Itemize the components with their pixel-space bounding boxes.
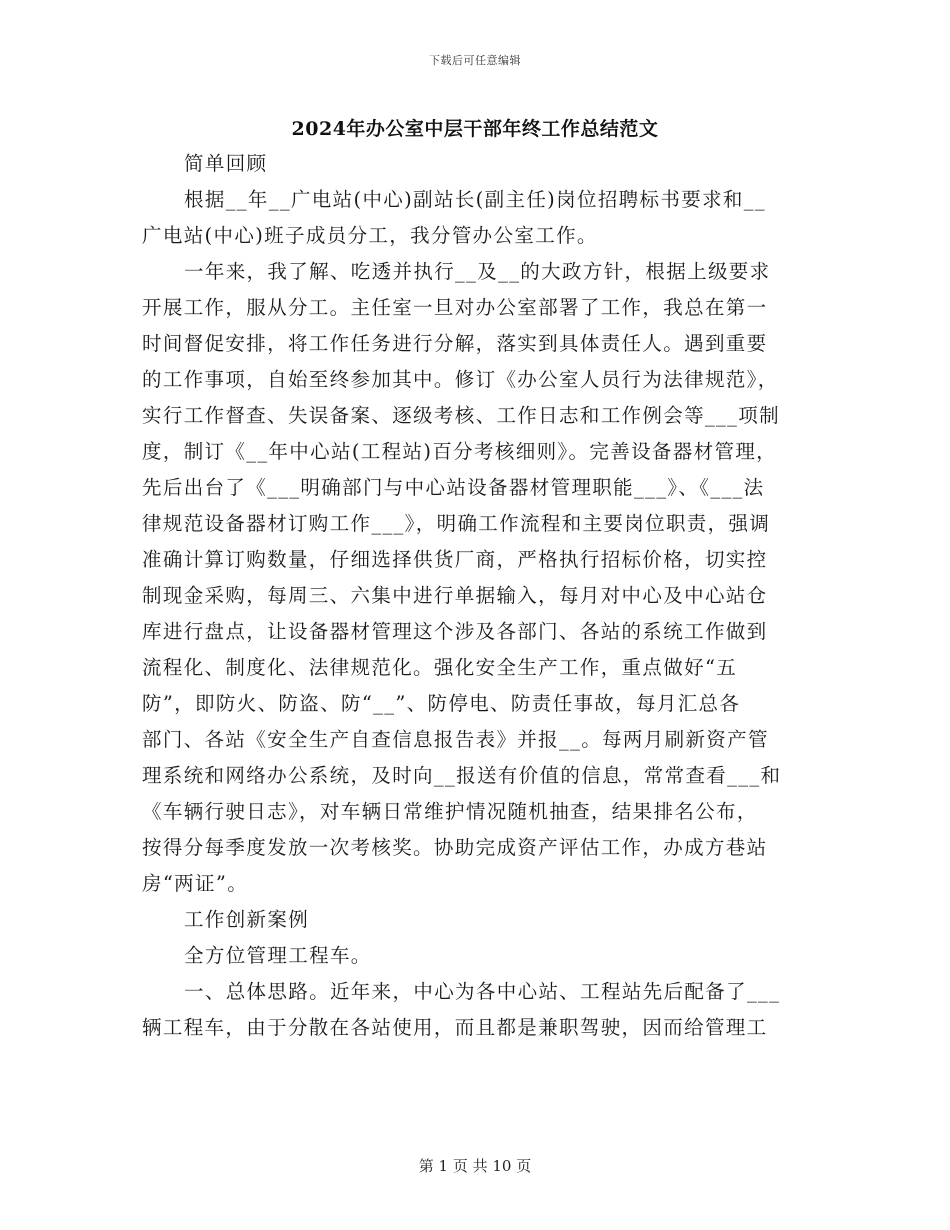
paragraph-line: 全方位管理工程车。 (184, 944, 372, 967)
paragraph-line: 准确计算订购数量，仔细选择供货厂商，严格执行招标价格，切实控 (142, 548, 768, 571)
paragraph-line: 根据__年__广电站(中心)副站长(副主任)岗位招聘标书要求和__ (184, 188, 766, 211)
paragraph-line: 一、总体思路。近年来，中心为各中心站、工程站先后配备了___ (184, 980, 781, 1003)
paragraph-line: 时间督促安排，将工作任务进行分解，落实到具体责任人。遇到重要 (142, 332, 768, 355)
paragraph-line: 制现金采购，每周三、六集中进行单据输入，每月对中心及中心站仓 (142, 584, 768, 607)
paragraph-line: 流程化、制度化、法律规范化。强化安全生产工作，重点做好“五 (142, 656, 738, 679)
paragraph-line: 房“两证”。 (142, 872, 249, 895)
paragraph-line: 部门、各站《安全生产自查信息报告表》并报__。每两月刷新资产管 (142, 728, 769, 751)
paragraph-line: 实行工作督查、失误备案、逐级考核、工作日志和工作例会等___项制 (142, 404, 780, 427)
paragraph-line: 先后出台了《___明确部门与中心站设备器材管理职能___》、《___法 (142, 476, 765, 499)
document-title: 2024年办公室中层干部年终工作总结范文 (291, 118, 659, 140)
page-header-note: 下载后可任意编辑 (429, 54, 521, 67)
section-heading: 工作创新案例 (184, 908, 310, 931)
document-body (142, 146, 810, 1046)
paragraph-line: 律规范设备器材订购工作___》，明确工作流程和主要岗位职责，强调 (142, 512, 771, 535)
paragraph-line: 防”，即防火、防盗、防“__”、防停电、防责任事故，每月汇总各 (142, 692, 741, 715)
paragraph-line: 《车辆行驶日志》，对车辆日常维护情况随机抽查，结果排名公布， (142, 800, 758, 823)
paragraph-line: 广电站(中心)班子成员分工，我分管办公室工作。 (142, 224, 598, 247)
paragraph-line: 理系统和网络办公系统，及时向__报送有价值的信息，常常查看___和 (142, 764, 782, 787)
page-number: 第 1 页 共 10 页 (418, 1157, 532, 1175)
paragraph-line: 度，制订《__年中心站(工程站)百分考核细则》。完善设备器材管理， (142, 440, 778, 463)
section-heading: 简单回顾 (184, 152, 268, 175)
paragraph-line: 按得分每季度发放一次考核奖。协助完成资产评估工作，办成方巷站 (142, 836, 768, 859)
paragraph-line: 的工作事项，自始至终参加其中。修订《办公室人员行为法律规范》， (142, 368, 779, 391)
paragraph-line: 库进行盘点，让设备器材管理这个涉及各部门、各站的系统工作做到 (142, 620, 768, 643)
paragraph-line: 一年来，我了解、吃透并执行__及__的大政方针，根据上级要求 (184, 260, 771, 283)
paragraph-line: 开展工作，服从分工。主任室一旦对办公室部署了工作，我总在第一 (142, 296, 768, 319)
paragraph-line: 辆工程车，由于分散在各站使用，而且都是兼职驾驶，因而给管理工 (142, 1016, 768, 1039)
